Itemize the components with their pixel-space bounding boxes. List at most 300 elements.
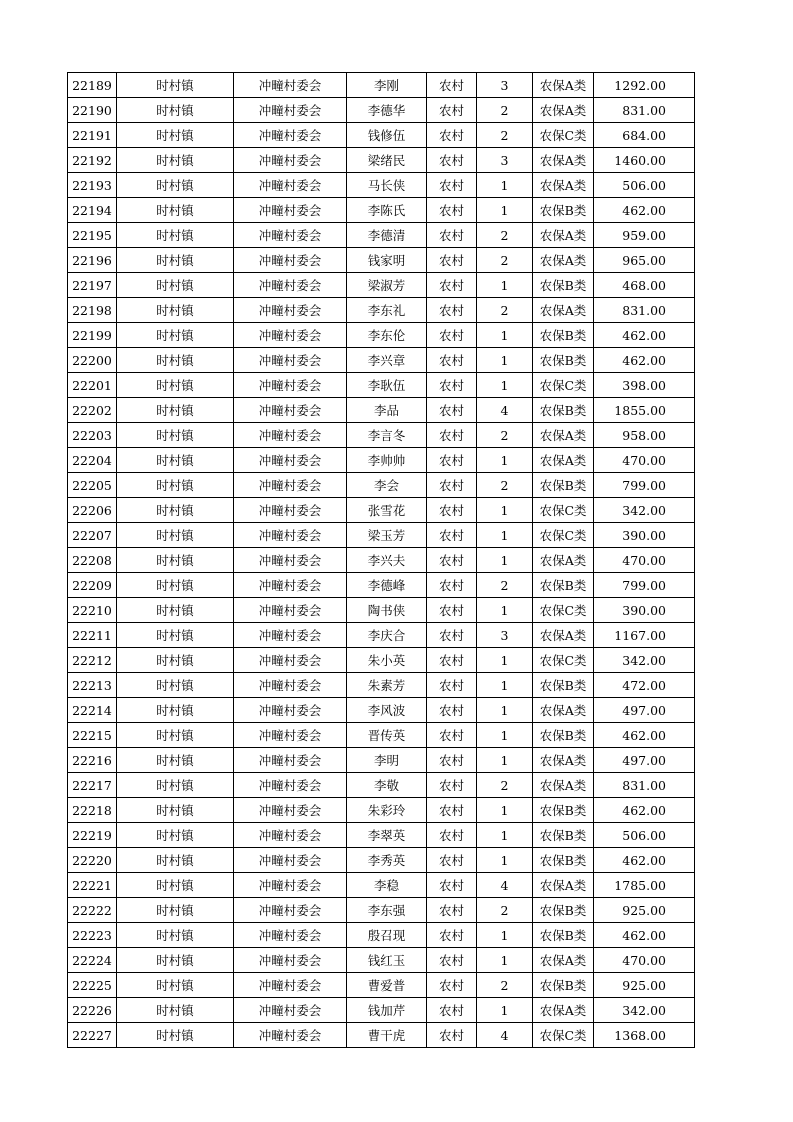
cell-amount: 462.00: [594, 348, 695, 373]
cell-amount: 497.00: [594, 748, 695, 773]
cell-town: 时村镇: [117, 448, 234, 473]
cell-name: 李稳: [347, 873, 427, 898]
cell-insurance-type: 农保C类: [533, 523, 594, 548]
cell-town: 时村镇: [117, 273, 234, 298]
cell-row-id: 22222: [68, 898, 117, 923]
cell-name: 曹干虎: [347, 1023, 427, 1048]
table-row: [68, 298, 695, 323]
cell-row-id: 22212: [68, 648, 117, 673]
cell-insurance-type: 农保C类: [533, 1023, 594, 1048]
cell-area-type: 农村: [427, 173, 477, 198]
cell-row-id: 22196: [68, 248, 117, 273]
cell-insurance-type: 农保C类: [533, 373, 594, 398]
cell-village: 冲疃村委会: [234, 273, 347, 298]
cell-amount: 831.00: [594, 298, 695, 323]
cell-count: 1: [477, 598, 533, 623]
cell-count: 1: [477, 198, 533, 223]
cell-town: 时村镇: [117, 498, 234, 523]
cell-count: 3: [477, 623, 533, 648]
cell-area-type: 农村: [427, 148, 477, 173]
table-row: [68, 798, 695, 823]
cell-name: 朱小英: [347, 648, 427, 673]
cell-name: 李刚: [347, 73, 427, 98]
cell-row-id: 22195: [68, 223, 117, 248]
cell-amount: 506.00: [594, 823, 695, 848]
cell-name: 曹爱普: [347, 973, 427, 998]
cell-town: 时村镇: [117, 1023, 234, 1048]
cell-amount: 799.00: [594, 573, 695, 598]
cell-count: 1: [477, 173, 533, 198]
cell-row-id: 22202: [68, 398, 117, 423]
cell-amount: 470.00: [594, 448, 695, 473]
cell-village: 冲疃村委会: [234, 423, 347, 448]
cell-area-type: 农村: [427, 673, 477, 698]
cell-area-type: 农村: [427, 998, 477, 1023]
cell-insurance-type: 农保C类: [533, 648, 594, 673]
cell-name: 陶书侠: [347, 598, 427, 623]
cell-amount: 470.00: [594, 548, 695, 573]
cell-row-id: 22194: [68, 198, 117, 223]
cell-insurance-type: 农保A类: [533, 173, 594, 198]
cell-town: 时村镇: [117, 423, 234, 448]
table-row: [68, 623, 695, 648]
cell-area-type: 农村: [427, 848, 477, 873]
cell-village: 冲疃村委会: [234, 98, 347, 123]
cell-town: 时村镇: [117, 98, 234, 123]
cell-amount: 472.00: [594, 673, 695, 698]
cell-name: 钱家明: [347, 248, 427, 273]
cell-town: 时村镇: [117, 748, 234, 773]
cell-row-id: 22207: [68, 523, 117, 548]
cell-town: 时村镇: [117, 198, 234, 223]
cell-amount: 1785.00: [594, 873, 695, 898]
table-row: [68, 98, 695, 123]
cell-count: 1: [477, 323, 533, 348]
cell-insurance-type: 农保A类: [533, 948, 594, 973]
cell-insurance-type: 农保A类: [533, 873, 594, 898]
cell-row-id: 22210: [68, 598, 117, 623]
cell-row-id: 22201: [68, 373, 117, 398]
cell-row-id: 22226: [68, 998, 117, 1023]
cell-amount: 965.00: [594, 248, 695, 273]
cell-village: 冲疃村委会: [234, 823, 347, 848]
cell-insurance-type: 农保B类: [533, 898, 594, 923]
cell-town: 时村镇: [117, 773, 234, 798]
cell-count: 1: [477, 823, 533, 848]
cell-insurance-type: 农保A类: [533, 298, 594, 323]
cell-name: 李帅帅: [347, 448, 427, 473]
cell-count: 1: [477, 548, 533, 573]
cell-row-id: 22218: [68, 798, 117, 823]
cell-village: 冲疃村委会: [234, 898, 347, 923]
cell-count: 1: [477, 698, 533, 723]
cell-area-type: 农村: [427, 598, 477, 623]
cell-town: 时村镇: [117, 348, 234, 373]
cell-area-type: 农村: [427, 123, 477, 148]
cell-area-type: 农村: [427, 973, 477, 998]
cell-count: 1: [477, 273, 533, 298]
cell-insurance-type: 农保A类: [533, 423, 594, 448]
table-row: [68, 673, 695, 698]
cell-count: 1: [477, 448, 533, 473]
table-row: [68, 973, 695, 998]
cell-town: 时村镇: [117, 623, 234, 648]
cell-area-type: 农村: [427, 823, 477, 848]
cell-amount: 925.00: [594, 973, 695, 998]
cell-name: 李风波: [347, 698, 427, 723]
cell-amount: 958.00: [594, 423, 695, 448]
cell-area-type: 农村: [427, 398, 477, 423]
cell-village: 冲疃村委会: [234, 973, 347, 998]
cell-area-type: 农村: [427, 373, 477, 398]
table-row: [68, 73, 695, 98]
cell-insurance-type: 农保A类: [533, 698, 594, 723]
cell-row-id: 22217: [68, 773, 117, 798]
cell-insurance-type: 农保A类: [533, 73, 594, 98]
cell-name: 马长侠: [347, 173, 427, 198]
cell-insurance-type: 农保A类: [533, 548, 594, 573]
cell-village: 冲疃村委会: [234, 298, 347, 323]
cell-area-type: 农村: [427, 548, 477, 573]
cell-insurance-type: 农保B类: [533, 473, 594, 498]
table-row: [68, 1023, 695, 1048]
cell-insurance-type: 农保C类: [533, 123, 594, 148]
cell-insurance-type: 农保B类: [533, 673, 594, 698]
table-row: [68, 948, 695, 973]
cell-name: 殷召现: [347, 923, 427, 948]
cell-area-type: 农村: [427, 773, 477, 798]
cell-row-id: 22193: [68, 173, 117, 198]
cell-count: 4: [477, 1023, 533, 1048]
cell-area-type: 农村: [427, 248, 477, 273]
cell-area-type: 农村: [427, 898, 477, 923]
cell-name: 李陈氏: [347, 198, 427, 223]
cell-count: 4: [477, 873, 533, 898]
cell-village: 冲疃村委会: [234, 623, 347, 648]
cell-row-id: 22211: [68, 623, 117, 648]
cell-insurance-type: 农保B类: [533, 198, 594, 223]
cell-town: 时村镇: [117, 948, 234, 973]
cell-town: 时村镇: [117, 923, 234, 948]
cell-name: 李耿伍: [347, 373, 427, 398]
cell-name: 李德华: [347, 98, 427, 123]
cell-row-id: 22209: [68, 573, 117, 598]
cell-area-type: 农村: [427, 798, 477, 823]
cell-count: 1: [477, 373, 533, 398]
table-row: [68, 198, 695, 223]
cell-town: 时村镇: [117, 898, 234, 923]
cell-area-type: 农村: [427, 723, 477, 748]
cell-amount: 462.00: [594, 198, 695, 223]
cell-village: 冲疃村委会: [234, 373, 347, 398]
cell-amount: 342.00: [594, 998, 695, 1023]
cell-name: 钱红玉: [347, 948, 427, 973]
cell-area-type: 农村: [427, 623, 477, 648]
cell-amount: 506.00: [594, 173, 695, 198]
cell-name: 梁淑芳: [347, 273, 427, 298]
cell-count: 1: [477, 348, 533, 373]
cell-village: 冲疃村委会: [234, 148, 347, 173]
cell-name: 晋传英: [347, 723, 427, 748]
cell-name: 李秀英: [347, 848, 427, 873]
cell-row-id: 22213: [68, 673, 117, 698]
cell-amount: 831.00: [594, 773, 695, 798]
table-row: [68, 698, 695, 723]
cell-town: 时村镇: [117, 473, 234, 498]
cell-village: 冲疃村委会: [234, 723, 347, 748]
cell-area-type: 农村: [427, 748, 477, 773]
cell-row-id: 22219: [68, 823, 117, 848]
cell-insurance-type: 农保A类: [533, 223, 594, 248]
cell-name: 李敬: [347, 773, 427, 798]
cell-insurance-type: 农保B类: [533, 348, 594, 373]
cell-row-id: 22204: [68, 448, 117, 473]
cell-name: 李东礼: [347, 298, 427, 323]
cell-area-type: 农村: [427, 348, 477, 373]
cell-count: 1: [477, 723, 533, 748]
cell-town: 时村镇: [117, 698, 234, 723]
cell-village: 冲疃村委会: [234, 848, 347, 873]
cell-town: 时村镇: [117, 798, 234, 823]
cell-row-id: 22224: [68, 948, 117, 973]
cell-village: 冲疃村委会: [234, 448, 347, 473]
cell-insurance-type: 农保B类: [533, 573, 594, 598]
cell-town: 时村镇: [117, 673, 234, 698]
table-row: [68, 998, 695, 1023]
cell-town: 时村镇: [117, 298, 234, 323]
cell-town: 时村镇: [117, 598, 234, 623]
table-row: [68, 823, 695, 848]
cell-village: 冲疃村委会: [234, 73, 347, 98]
cell-amount: 342.00: [594, 648, 695, 673]
cell-area-type: 农村: [427, 573, 477, 598]
cell-name: 李庆合: [347, 623, 427, 648]
table-row: [68, 398, 695, 423]
cell-area-type: 农村: [427, 648, 477, 673]
cell-amount: 462.00: [594, 323, 695, 348]
cell-area-type: 农村: [427, 923, 477, 948]
cell-village: 冲疃村委会: [234, 223, 347, 248]
cell-area-type: 农村: [427, 948, 477, 973]
table-row: [68, 273, 695, 298]
cell-village: 冲疃村委会: [234, 673, 347, 698]
cell-count: 2: [477, 223, 533, 248]
cell-area-type: 农村: [427, 873, 477, 898]
cell-row-id: 22192: [68, 148, 117, 173]
cell-amount: 462.00: [594, 798, 695, 823]
table-row: [68, 173, 695, 198]
cell-insurance-type: 农保B类: [533, 823, 594, 848]
cell-town: 时村镇: [117, 323, 234, 348]
cell-insurance-type: 农保B类: [533, 973, 594, 998]
cell-area-type: 农村: [427, 323, 477, 348]
cell-village: 冲疃村委会: [234, 748, 347, 773]
cell-name: 李东伦: [347, 323, 427, 348]
cell-name: 李会: [347, 473, 427, 498]
cell-name: 李兴夫: [347, 548, 427, 573]
cell-insurance-type: 农保A类: [533, 998, 594, 1023]
cell-insurance-type: 农保C类: [533, 498, 594, 523]
cell-insurance-type: 农保B类: [533, 798, 594, 823]
cell-town: 时村镇: [117, 973, 234, 998]
cell-insurance-type: 农保A类: [533, 98, 594, 123]
cell-town: 时村镇: [117, 148, 234, 173]
cell-count: 2: [477, 898, 533, 923]
data-table: [67, 72, 695, 1048]
cell-village: 冲疃村委会: [234, 523, 347, 548]
cell-count: 1: [477, 498, 533, 523]
cell-amount: 1292.00: [594, 73, 695, 98]
cell-row-id: 22189: [68, 73, 117, 98]
table-row: [68, 848, 695, 873]
cell-area-type: 农村: [427, 223, 477, 248]
cell-insurance-type: 农保A类: [533, 448, 594, 473]
table-row: [68, 548, 695, 573]
cell-insurance-type: 农保B类: [533, 273, 594, 298]
cell-area-type: 农村: [427, 73, 477, 98]
cell-name: 李品: [347, 398, 427, 423]
cell-name: 李德峰: [347, 573, 427, 598]
cell-row-id: 22191: [68, 123, 117, 148]
cell-count: 1: [477, 923, 533, 948]
cell-amount: 684.00: [594, 123, 695, 148]
cell-name: 李翠英: [347, 823, 427, 848]
cell-amount: 925.00: [594, 898, 695, 923]
cell-row-id: 22200: [68, 348, 117, 373]
cell-village: 冲疃村委会: [234, 548, 347, 573]
cell-amount: 470.00: [594, 948, 695, 973]
cell-town: 时村镇: [117, 548, 234, 573]
table-row: [68, 248, 695, 273]
cell-name: 李兴章: [347, 348, 427, 373]
table-row: [68, 723, 695, 748]
cell-amount: 390.00: [594, 523, 695, 548]
cell-village: 冲疃村委会: [234, 248, 347, 273]
table-row: [68, 573, 695, 598]
cell-name: 张雪花: [347, 498, 427, 523]
cell-insurance-type: 农保B类: [533, 323, 594, 348]
table-row: [68, 323, 695, 348]
cell-area-type: 农村: [427, 1023, 477, 1048]
cell-insurance-type: 农保C类: [533, 598, 594, 623]
cell-insurance-type: 农保A类: [533, 623, 594, 648]
table-row: [68, 423, 695, 448]
cell-row-id: 22190: [68, 98, 117, 123]
cell-name: 朱素芳: [347, 673, 427, 698]
cell-insurance-type: 农保B类: [533, 848, 594, 873]
cell-area-type: 农村: [427, 498, 477, 523]
cell-count: 1: [477, 523, 533, 548]
cell-name: 李言冬: [347, 423, 427, 448]
cell-row-id: 22225: [68, 973, 117, 998]
table-row: [68, 748, 695, 773]
cell-count: 2: [477, 573, 533, 598]
cell-row-id: 22227: [68, 1023, 117, 1048]
cell-area-type: 农村: [427, 423, 477, 448]
table-row: [68, 348, 695, 373]
cell-village: 冲疃村委会: [234, 323, 347, 348]
cell-count: 1: [477, 998, 533, 1023]
cell-count: 4: [477, 398, 533, 423]
cell-count: 3: [477, 148, 533, 173]
table-row: [68, 598, 695, 623]
cell-count: 1: [477, 673, 533, 698]
cell-amount: 1855.00: [594, 398, 695, 423]
cell-town: 时村镇: [117, 823, 234, 848]
table-row: [68, 448, 695, 473]
cell-town: 时村镇: [117, 123, 234, 148]
table-row: [68, 773, 695, 798]
table-row: [68, 223, 695, 248]
cell-name: 钱修伍: [347, 123, 427, 148]
cell-insurance-type: 农保A类: [533, 248, 594, 273]
cell-town: 时村镇: [117, 848, 234, 873]
table-row: [68, 473, 695, 498]
cell-amount: 462.00: [594, 848, 695, 873]
cell-insurance-type: 农保A类: [533, 148, 594, 173]
cell-count: 2: [477, 473, 533, 498]
cell-row-id: 22216: [68, 748, 117, 773]
cell-area-type: 农村: [427, 298, 477, 323]
cell-row-id: 22221: [68, 873, 117, 898]
cell-amount: 342.00: [594, 498, 695, 523]
cell-count: 2: [477, 123, 533, 148]
cell-name: 梁绪民: [347, 148, 427, 173]
cell-town: 时村镇: [117, 398, 234, 423]
cell-row-id: 22208: [68, 548, 117, 573]
cell-town: 时村镇: [117, 998, 234, 1023]
cell-row-id: 22215: [68, 723, 117, 748]
cell-village: 冲疃村委会: [234, 348, 347, 373]
cell-village: 冲疃村委会: [234, 398, 347, 423]
cell-row-id: 22198: [68, 298, 117, 323]
cell-area-type: 农村: [427, 198, 477, 223]
cell-name: 李东强: [347, 898, 427, 923]
cell-village: 冲疃村委会: [234, 473, 347, 498]
cell-count: 2: [477, 423, 533, 448]
cell-village: 冲疃村委会: [234, 123, 347, 148]
table-row: [68, 498, 695, 523]
cell-village: 冲疃村委会: [234, 773, 347, 798]
cell-town: 时村镇: [117, 723, 234, 748]
cell-insurance-type: 农保B类: [533, 398, 594, 423]
cell-town: 时村镇: [117, 248, 234, 273]
table-row: [68, 923, 695, 948]
cell-count: 3: [477, 73, 533, 98]
cell-town: 时村镇: [117, 648, 234, 673]
cell-area-type: 农村: [427, 448, 477, 473]
table-row: [68, 898, 695, 923]
cell-village: 冲疃村委会: [234, 198, 347, 223]
cell-row-id: 22197: [68, 273, 117, 298]
table-row: [68, 648, 695, 673]
cell-village: 冲疃村委会: [234, 573, 347, 598]
table-row: [68, 373, 695, 398]
cell-town: 时村镇: [117, 523, 234, 548]
cell-amount: 462.00: [594, 723, 695, 748]
cell-count: 2: [477, 773, 533, 798]
cell-name: 李德清: [347, 223, 427, 248]
cell-amount: 468.00: [594, 273, 695, 298]
cell-town: 时村镇: [117, 873, 234, 898]
cell-village: 冲疃村委会: [234, 798, 347, 823]
cell-count: 2: [477, 973, 533, 998]
cell-town: 时村镇: [117, 73, 234, 98]
cell-amount: 831.00: [594, 98, 695, 123]
cell-amount: 398.00: [594, 373, 695, 398]
cell-village: 冲疃村委会: [234, 998, 347, 1023]
cell-town: 时村镇: [117, 173, 234, 198]
